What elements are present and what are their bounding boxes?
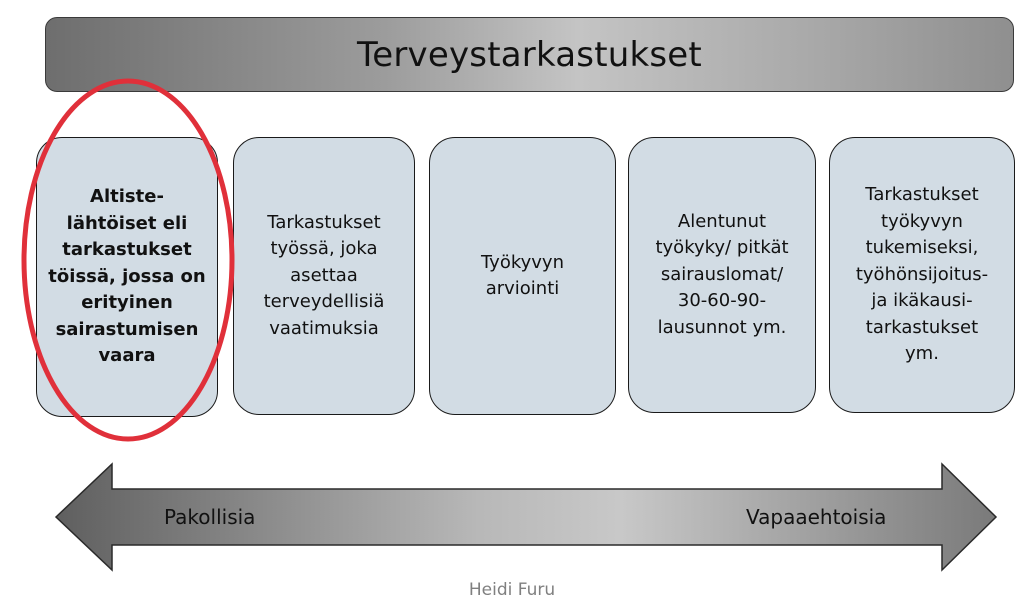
category-box-label: Tarkastukset työkyvyn tukemiseksi, työhönsijoitus- ja ikäkausi- tarkastukset ym. bbox=[855, 184, 989, 365]
category-box-label: Tarkastukset työssä, joka asettaa terveydellisiä vaatimuksia bbox=[263, 211, 385, 339]
arrow-label-mandatory: Pakollisia bbox=[164, 505, 256, 529]
arrow-label-voluntary: Vapaaehtoisia bbox=[746, 505, 887, 529]
category-box-label: Alentunut työkyky/ pitkät sairauslomat/ 30-60-90- lausunnot ym. bbox=[655, 210, 789, 338]
category-box-label: Altiste- lähtöiset eli tarkastukset töissä, jossa on erityinen sairastumisen vaara bbox=[48, 186, 206, 367]
diagram-title: Terveystarkastukset bbox=[357, 34, 702, 75]
category-box-label: Työkyvyn arviointi bbox=[480, 251, 564, 299]
author-footer: Heidi Furu bbox=[468, 580, 556, 600]
